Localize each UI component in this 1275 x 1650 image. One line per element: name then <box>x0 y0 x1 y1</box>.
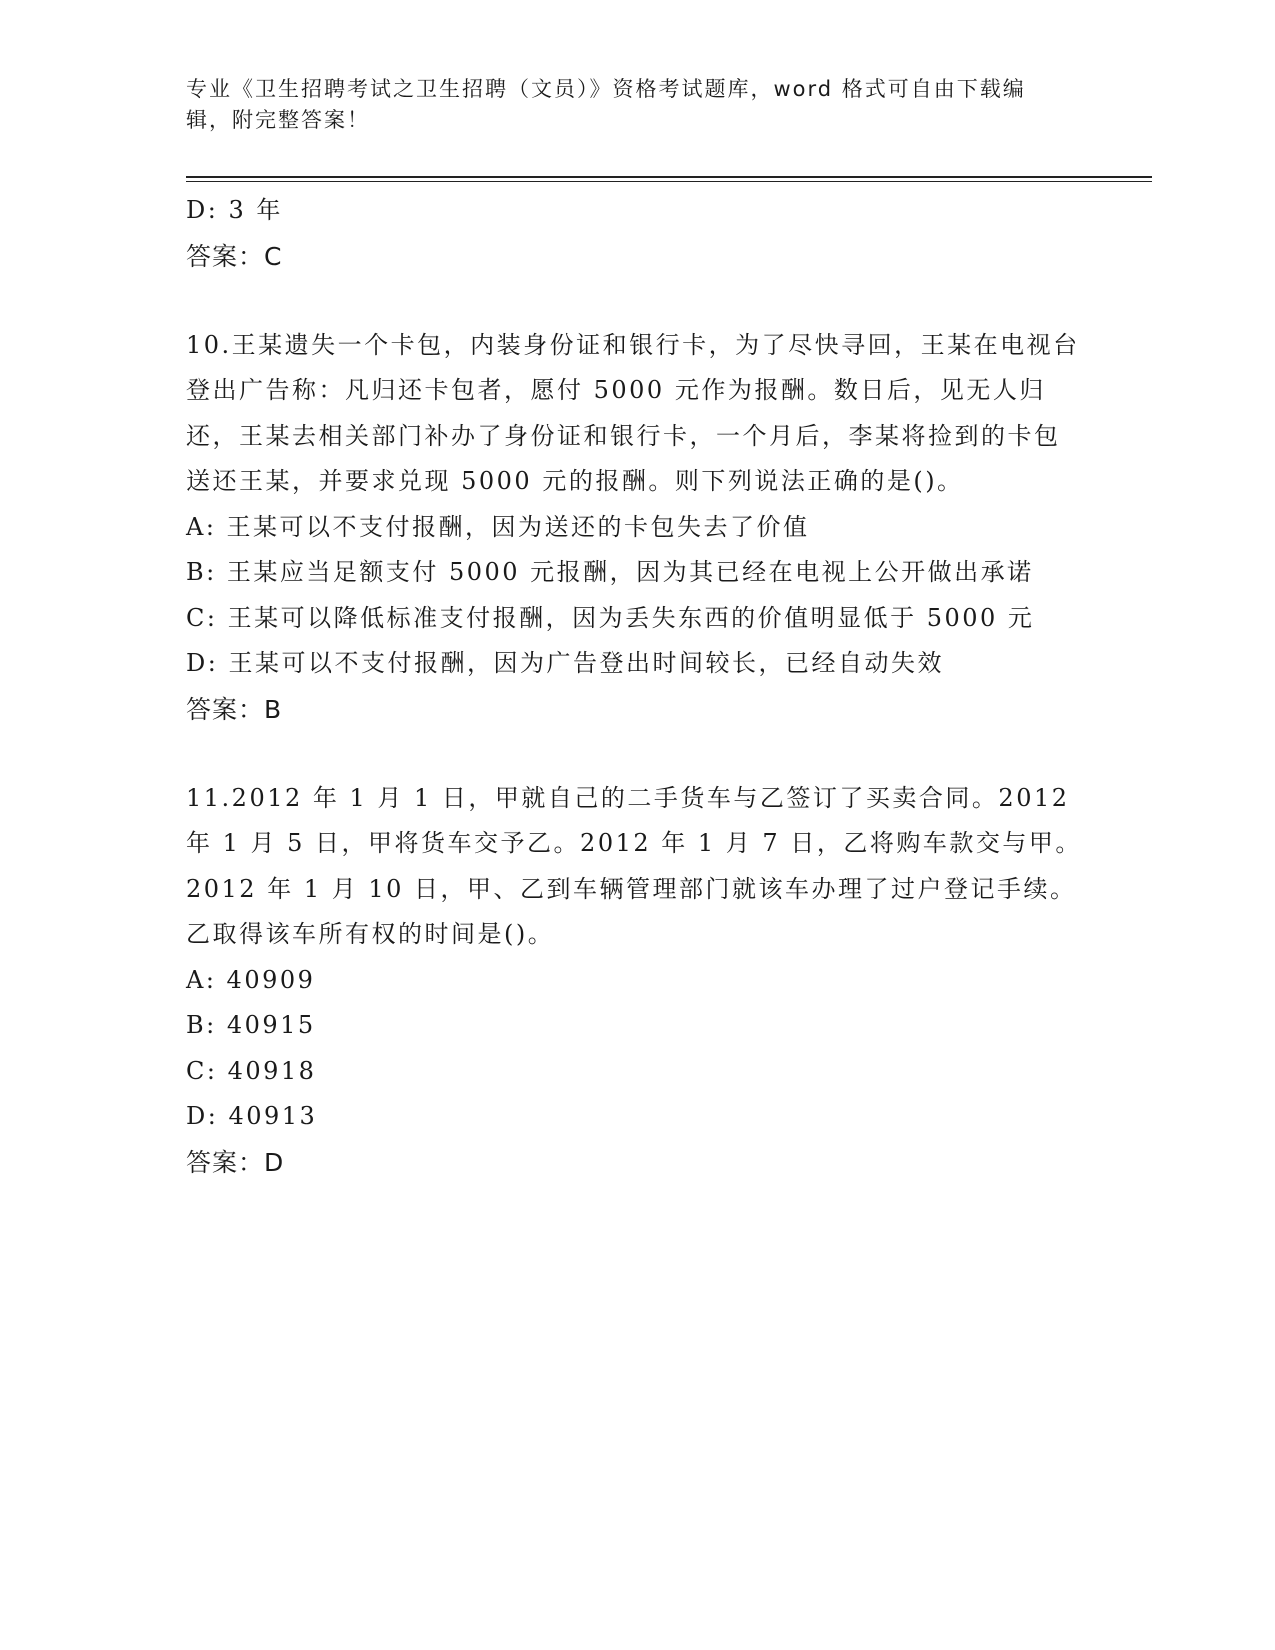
option-a: A: 40909 <box>186 965 316 994</box>
spacer <box>186 732 1086 776</box>
document-body <box>186 188 1086 1185</box>
answer-line: 答案：D <box>186 1147 285 1177</box>
option-d: D: 3 年 <box>186 196 283 224</box>
option-d: D: 王某可以不支付报酬，因为广告登出时间较长，已经自动失效 <box>186 649 944 677</box>
question-stem: 11.2012 年 1 月 1 日，甲就自己的二手货车与乙签订了买卖合同。2012 年 1 月 5 日，甲将货车交予乙。2012 年 1 月 7 日，乙将购车款交与甲。2012 年 1 月 10 日，甲、乙到车辆管理部门就该车办理了过户登记手续。乙取得该车所有权的时间是()。 <box>186 783 1082 948</box>
option-d: D: 40913 <box>186 1102 318 1130</box>
option-b: B: 40915 <box>186 1011 316 1039</box>
header-divider-thin <box>186 181 1152 182</box>
option-c: C: 40918 <box>186 1056 317 1085</box>
option-b: B: 王某应当足额支付 5000 元报酬，因为其已经在电视上公开做出承诺 <box>186 558 1034 586</box>
question-stem: 10.王某遗失一个卡包，内装身份证和银行卡，为了尽快寻回，王某在电视台登出广告称：凡归还卡包者，愿付 5000 元作为报酬。数日后，见无人归还，王某去相关部门补办了身份证和银行卡，一个月后，李某将捡到的卡包送还王某，并要求兑现 5000 元的报酬。则下列说法正确的是()。 <box>186 330 1080 495</box>
header-divider-thick <box>186 176 1152 178</box>
answer-line: 答案：C <box>186 241 283 271</box>
spacer <box>186 279 1086 323</box>
document-header: 专业《卫生招聘考试之卫生招聘（文员）》资格考试题库，word 格式可自由下载编辑，附完整答案！ <box>186 77 1026 132</box>
answer-line: 答案：B <box>186 694 283 724</box>
previous-question-tail <box>186 188 1086 279</box>
question-10 <box>186 323 1086 732</box>
option-c: C: 王某可以降低标准支付报酬，因为丢失东西的价值明显低于 5000 元 <box>186 603 1035 632</box>
question-11 <box>186 776 1086 1185</box>
option-a: A: 王某可以不支付报酬，因为送还的卡包失去了价值 <box>186 512 810 541</box>
